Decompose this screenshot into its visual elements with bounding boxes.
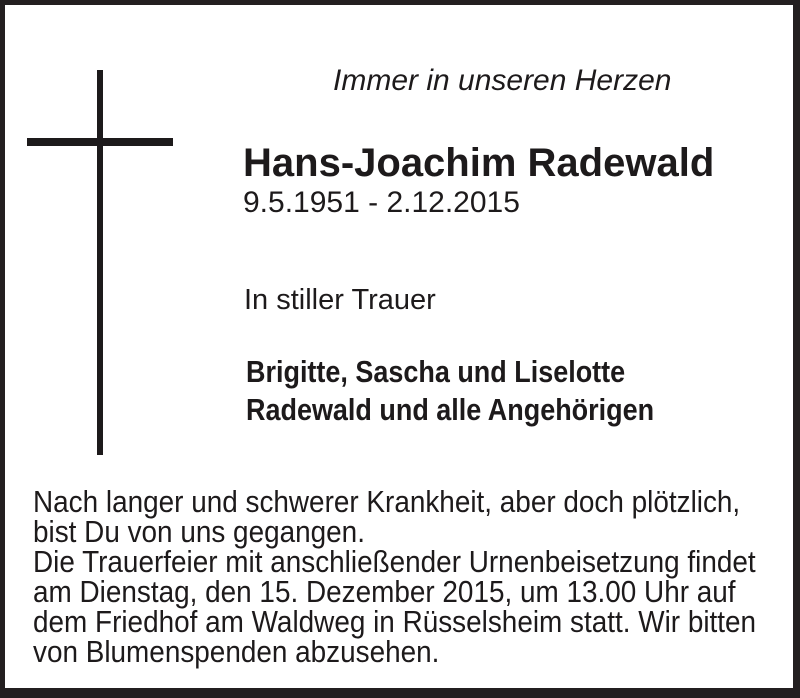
announcement-line: Die Trauerfeier mit anschließender Urnenbeisetzung findet [33,544,756,579]
announcement-block [33,484,757,669]
life-dates: 9.5.1951 - 2.12.2015 [243,186,520,219]
announcement-line: am Dienstag, den 15. Dezember 2015, um 13.00 Uhr auf [33,574,736,609]
announcement-line: von Blumenspenden abzusehen. [33,634,440,669]
epigraph: Immer in unseren Herzen [333,64,672,97]
mourners-line: Radewald und alle Angehörigen [246,392,655,427]
mourners-block [246,353,654,429]
mourning-intro: In stiller Trauer [244,284,436,316]
announcement-line: dem Friedhof am Waldweg in Rüsselsheim statt. Wir bitten [33,604,757,639]
cross-horizontal-bar [27,138,173,146]
mourners-line: Brigitte, Sascha und Liselotte [246,354,626,389]
announcement-line: Nach langer und schwerer Krankheit, aber doch plötzlich, [33,484,741,519]
deceased-name: Hans-Joachim Radewald [243,141,715,185]
cross-vertical-bar [97,70,103,455]
announcement-line: bist Du von uns gegangen. [33,514,365,549]
